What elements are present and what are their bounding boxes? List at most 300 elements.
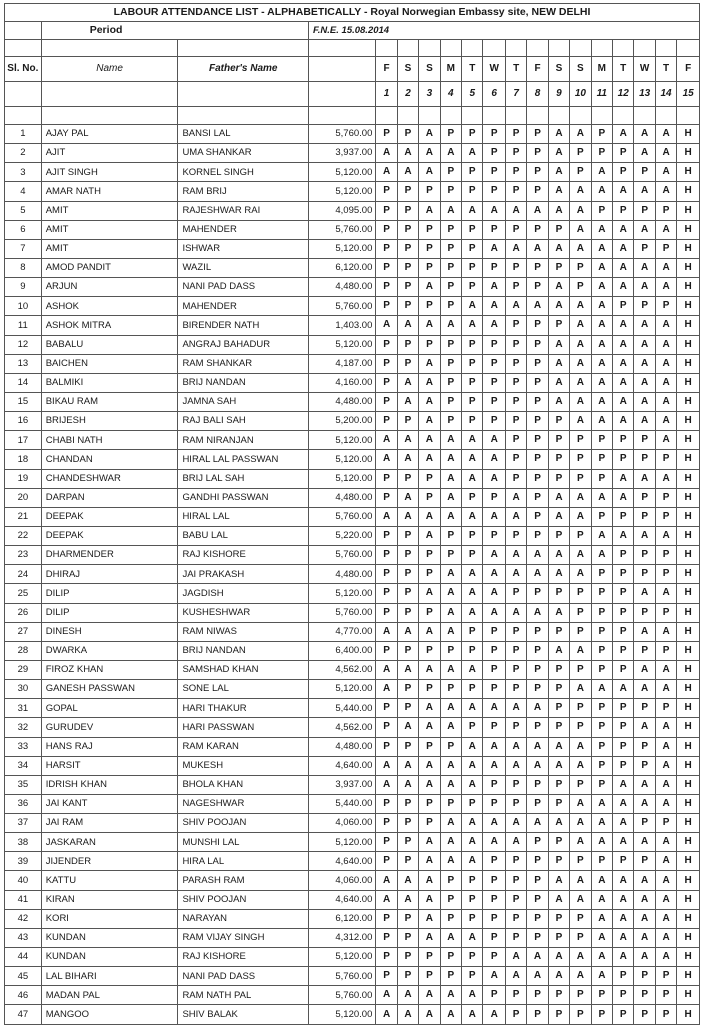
attendance-mark: A	[548, 871, 569, 890]
amount-cell: 4,095.00	[309, 201, 376, 220]
attendance-mark: P	[634, 450, 655, 469]
attendance-mark: P	[548, 909, 569, 928]
table-row	[5, 450, 700, 469]
attendance-mark: A	[483, 756, 505, 775]
attendance-mark: A	[548, 392, 569, 411]
table-row	[5, 469, 700, 488]
table-row	[5, 526, 700, 545]
table-row	[5, 392, 700, 411]
father-name-cell: HIRA LAL	[178, 852, 309, 871]
father-name-cell: RAJ KISHORE	[178, 948, 309, 967]
attendance-mark: A	[655, 890, 676, 909]
attendance-mark: A	[613, 488, 634, 507]
attendance-mark: A	[548, 297, 569, 316]
father-name-cell: RAM NIWAS	[178, 622, 309, 641]
name-cell: KUNDAN	[41, 948, 178, 967]
attendance-mark: A	[548, 603, 569, 622]
attendance-mark: P	[591, 986, 612, 1005]
attendance-mark: P	[376, 546, 397, 565]
attendance-mark: P	[613, 718, 634, 737]
attendance-mark: A	[397, 871, 418, 890]
attendance-mark: P	[397, 794, 418, 813]
attendance-mark: H	[677, 507, 700, 526]
attendance-mark: P	[634, 737, 655, 756]
attendance-mark: P	[527, 488, 548, 507]
attendance-mark: H	[677, 986, 700, 1005]
spacer-cell	[634, 40, 655, 57]
attendance-mark: P	[527, 622, 548, 641]
attendance-mark: P	[527, 392, 548, 411]
attendance-mark: P	[440, 948, 461, 967]
father-name-cell: ANGRAJ BAHADUR	[178, 335, 309, 354]
period-blank	[5, 22, 42, 40]
attendance-mark: A	[397, 756, 418, 775]
attendance-mark: P	[376, 182, 397, 201]
day-number-header: 14	[655, 82, 676, 107]
amount-cell: 3,937.00	[309, 144, 376, 163]
attendance-mark: A	[419, 775, 440, 794]
name-cell: AMAR NATH	[41, 182, 178, 201]
blank-cell	[548, 107, 569, 125]
attendance-mark: P	[613, 584, 634, 603]
attendance-mark: A	[655, 775, 676, 794]
amount-cell: 5,760.00	[309, 967, 376, 986]
sl-no-cell: 37	[5, 814, 42, 833]
sl-no-cell: 20	[5, 488, 42, 507]
amount-cell: 5,120.00	[309, 335, 376, 354]
attendance-mark: P	[419, 794, 440, 813]
attendance-mark: P	[591, 852, 612, 871]
attendance-mark: A	[462, 775, 483, 794]
sl-no-cell: 14	[5, 373, 42, 392]
attendance-mark: P	[462, 909, 483, 928]
attendance-mark: P	[440, 258, 461, 277]
attendance-mark: A	[591, 546, 612, 565]
attendance-mark: P	[376, 373, 397, 392]
attendance-mark: P	[613, 565, 634, 584]
blank-cell	[655, 107, 676, 125]
attendance-mark: P	[483, 412, 505, 431]
table-row	[5, 431, 700, 450]
attendance-mark: P	[655, 201, 676, 220]
attendance-mark: A	[570, 182, 591, 201]
attendance-table	[4, 3, 700, 1025]
attendance-mark: A	[655, 258, 676, 277]
attendance-mark: A	[570, 316, 591, 335]
attendance-mark: A	[419, 412, 440, 431]
attendance-mark: P	[397, 125, 418, 144]
attendance-mark: P	[591, 144, 612, 163]
day-number-header: 2	[397, 82, 418, 107]
attendance-mark: H	[677, 392, 700, 411]
attendance-mark: P	[419, 258, 440, 277]
attendance-mark: P	[505, 928, 526, 947]
attendance-mark: A	[570, 201, 591, 220]
attendance-mark: A	[397, 890, 418, 909]
sl-no-cell: 28	[5, 641, 42, 660]
name-cell: DILIP	[41, 584, 178, 603]
attendance-mark: P	[634, 507, 655, 526]
father-name-cell: BABU LAL	[178, 526, 309, 545]
attendance-mark: A	[634, 354, 655, 373]
attendance-mark: H	[677, 431, 700, 450]
attendance-mark: A	[548, 565, 569, 584]
attendance-mark: A	[655, 354, 676, 373]
attendance-mark: A	[483, 1005, 505, 1024]
attendance-mark: P	[505, 450, 526, 469]
attendance-mark: H	[677, 182, 700, 201]
attendance-mark: P	[376, 909, 397, 928]
attendance-mark: P	[505, 852, 526, 871]
attendance-mark: P	[397, 928, 418, 947]
attendance-mark: P	[591, 660, 612, 679]
attendance-mark: P	[462, 182, 483, 201]
amount-cell: 4,060.00	[309, 814, 376, 833]
attendance-mark: P	[505, 354, 526, 373]
attendance-mark: A	[655, 335, 676, 354]
name-cell: GANESH PASSWAN	[41, 680, 178, 699]
amount-cell: 5,120.00	[309, 163, 376, 182]
amount-cell: 5,760.00	[309, 546, 376, 565]
attendance-mark: P	[591, 584, 612, 603]
attendance-mark: P	[613, 201, 634, 220]
attendance-mark: P	[570, 718, 591, 737]
attendance-mark: A	[419, 909, 440, 928]
day-letter-header: F	[527, 57, 548, 82]
attendance-mark: P	[570, 699, 591, 718]
attendance-mark: P	[462, 948, 483, 967]
father-name-cell: HARI PASSWAN	[178, 718, 309, 737]
attendance-mark: H	[677, 928, 700, 947]
attendance-mark: A	[419, 373, 440, 392]
attendance-mark: P	[613, 641, 634, 660]
attendance-mark: A	[419, 163, 440, 182]
table-row	[5, 948, 700, 967]
blank-cell	[591, 107, 612, 125]
day-number-header: 3	[419, 82, 440, 107]
attendance-mark: A	[527, 756, 548, 775]
name-cell: DHARMENDER	[41, 546, 178, 565]
attendance-mark: A	[483, 967, 505, 986]
attendance-mark: A	[419, 756, 440, 775]
attendance-mark: H	[677, 794, 700, 813]
table-row	[5, 1005, 700, 1024]
attendance-mark: A	[655, 163, 676, 182]
spacer-cell	[462, 40, 483, 57]
attendance-mark: P	[591, 565, 612, 584]
attendance-mark: H	[677, 967, 700, 986]
attendance-mark: P	[527, 890, 548, 909]
attendance-mark: A	[548, 948, 569, 967]
attendance-mark: A	[440, 450, 461, 469]
attendance-mark: A	[397, 775, 418, 794]
attendance-mark: A	[655, 718, 676, 737]
attendance-mark: P	[397, 852, 418, 871]
attendance-mark: P	[462, 220, 483, 239]
attendance-mark: P	[570, 660, 591, 679]
spacer-cell	[376, 40, 397, 57]
attendance-mark: P	[613, 622, 634, 641]
attendance-mark: A	[419, 1005, 440, 1024]
attendance-mark: A	[570, 737, 591, 756]
attendance-mark: P	[462, 412, 483, 431]
attendance-mark: A	[527, 948, 548, 967]
attendance-mark: H	[677, 354, 700, 373]
attendance-mark: P	[397, 641, 418, 660]
attendance-mark: P	[462, 278, 483, 297]
attendance-mark: P	[419, 565, 440, 584]
father-name-cell: RAM NATH PAL	[178, 986, 309, 1005]
father-name-cell: GANDHI PASSWAN	[178, 488, 309, 507]
attendance-mark: A	[440, 756, 461, 775]
attendance-mark: P	[527, 833, 548, 852]
name-cell: DILIP	[41, 603, 178, 622]
attendance-mark: P	[376, 469, 397, 488]
attendance-mark: P	[527, 718, 548, 737]
name-cell: DINESH	[41, 622, 178, 641]
attendance-mark: A	[548, 756, 569, 775]
attendance-mark: A	[440, 431, 461, 450]
attendance-mark: P	[376, 603, 397, 622]
attendance-mark: P	[591, 775, 612, 794]
name-cell: JASKARAN	[41, 833, 178, 852]
attendance-mark: P	[527, 373, 548, 392]
attendance-mark: P	[570, 258, 591, 277]
attendance-mark: P	[462, 163, 483, 182]
attendance-mark: A	[483, 603, 505, 622]
father-name-cell: HIRAL LAL PASSWAN	[178, 450, 309, 469]
sl-no-cell: 17	[5, 431, 42, 450]
amount-cell: 4,187.00	[309, 354, 376, 373]
attendance-mark: A	[655, 680, 676, 699]
attendance-mark: P	[634, 603, 655, 622]
table-row	[5, 258, 700, 277]
attendance-mark: P	[440, 680, 461, 699]
attendance-mark: A	[570, 392, 591, 411]
attendance-mark: A	[419, 660, 440, 679]
spacer-cell	[178, 40, 309, 57]
attendance-mark: H	[677, 660, 700, 679]
attendance-mark: H	[677, 220, 700, 239]
attendance-mark: P	[548, 220, 569, 239]
father-name-cell: RAJESHWAR RAI	[178, 201, 309, 220]
attendance-mark: P	[527, 928, 548, 947]
attendance-mark: P	[570, 775, 591, 794]
attendance-mark: P	[570, 622, 591, 641]
attendance-mark: A	[634, 144, 655, 163]
table-row	[5, 144, 700, 163]
table-row	[5, 278, 700, 297]
table-row	[5, 488, 700, 507]
father-name-cell: JAI PRAKASH	[178, 565, 309, 584]
attendance-mark: H	[677, 775, 700, 794]
attendance-mark: A	[613, 526, 634, 545]
attendance-mark: A	[591, 297, 612, 316]
name-cell: BIKAU RAM	[41, 392, 178, 411]
attendance-mark: A	[548, 488, 569, 507]
attendance-mark: P	[505, 335, 526, 354]
attendance-mark: A	[505, 833, 526, 852]
spacer-cell	[677, 40, 700, 57]
attendance-mark: A	[462, 852, 483, 871]
father-name-cell: SHIV BALAK	[178, 1005, 309, 1024]
table-row	[5, 125, 700, 144]
attendance-mark: A	[634, 718, 655, 737]
attendance-mark: H	[677, 565, 700, 584]
attendance-mark: P	[397, 220, 418, 239]
attendance-mark: P	[397, 584, 418, 603]
attendance-mark: P	[655, 641, 676, 660]
father-name-cell: NARAYAN	[178, 909, 309, 928]
table-row	[5, 967, 700, 986]
attendance-mark: P	[505, 392, 526, 411]
attendance-mark: H	[677, 239, 700, 258]
attendance-mark: P	[548, 718, 569, 737]
attendance-mark: A	[376, 316, 397, 335]
attendance-mark: A	[634, 775, 655, 794]
attendance-mark: P	[527, 680, 548, 699]
table-row	[5, 201, 700, 220]
attendance-mark: A	[462, 928, 483, 947]
sl-no-cell: 10	[5, 297, 42, 316]
sl-no-cell: 11	[5, 316, 42, 335]
attendance-mark: P	[613, 603, 634, 622]
father-name-cell: HARI THAKUR	[178, 699, 309, 718]
attendance-mark: A	[419, 507, 440, 526]
attendance-mark: P	[548, 258, 569, 277]
attendance-mark: A	[655, 278, 676, 297]
sl-no-cell: 32	[5, 718, 42, 737]
attendance-mark: P	[655, 546, 676, 565]
attendance-mark: P	[397, 814, 418, 833]
attendance-mark: A	[419, 201, 440, 220]
attendance-mark: A	[397, 507, 418, 526]
attendance-mark: A	[505, 967, 526, 986]
amount-cell: 5,440.00	[309, 699, 376, 718]
attendance-mark: A	[397, 450, 418, 469]
attendance-mark: A	[527, 565, 548, 584]
table-row	[5, 986, 700, 1005]
attendance-mark: A	[397, 144, 418, 163]
day-number-header: 13	[634, 82, 655, 107]
attendance-mark: P	[505, 125, 526, 144]
attendance-mark: P	[527, 871, 548, 890]
amount-cell: 6,400.00	[309, 641, 376, 660]
attendance-mark: P	[591, 622, 612, 641]
attendance-mark: A	[655, 622, 676, 641]
attendance-mark: A	[634, 871, 655, 890]
attendance-mark: A	[655, 660, 676, 679]
attendance-mark: P	[527, 335, 548, 354]
attendance-mark: P	[527, 641, 548, 660]
attendance-mark: A	[440, 565, 461, 584]
attendance-mark: A	[570, 814, 591, 833]
attendance-mark: P	[570, 584, 591, 603]
attendance-mark: A	[419, 584, 440, 603]
attendance-mark: P	[419, 967, 440, 986]
attendance-mark: A	[419, 125, 440, 144]
attendance-mark: P	[527, 354, 548, 373]
name-cell: CHANDAN	[41, 450, 178, 469]
sl-no-cell: 12	[5, 335, 42, 354]
attendance-mark: H	[677, 603, 700, 622]
sl-no-cell: 40	[5, 871, 42, 890]
attendance-mark: P	[655, 239, 676, 258]
attendance-mark: P	[613, 450, 634, 469]
father-name-cell: MAHENDER	[178, 297, 309, 316]
attendance-mark: A	[483, 431, 505, 450]
spacer-cell	[548, 40, 569, 57]
sl-no-cell: 35	[5, 775, 42, 794]
attendance-mark: A	[397, 1005, 418, 1024]
name-cell: AJIT	[41, 144, 178, 163]
attendance-mark: P	[419, 680, 440, 699]
attendance-mark: P	[655, 450, 676, 469]
attendance-mark: P	[419, 335, 440, 354]
day-number-header: 15	[677, 82, 700, 107]
attendance-mark: P	[570, 431, 591, 450]
attendance-mark: A	[527, 603, 548, 622]
table-row	[5, 546, 700, 565]
name-cell: HANS RAJ	[41, 737, 178, 756]
attendance-mark: P	[419, 603, 440, 622]
amount-cell: 4,480.00	[309, 488, 376, 507]
attendance-mark: H	[677, 125, 700, 144]
name-cell: GOPAL	[41, 699, 178, 718]
attendance-mark: A	[570, 756, 591, 775]
attendance-mark: P	[376, 584, 397, 603]
attendance-mark: A	[634, 469, 655, 488]
attendance-mark: P	[570, 1005, 591, 1024]
day-number-header: 11	[591, 82, 612, 107]
father-name-cell: BRIJ NANDAN	[178, 373, 309, 392]
attendance-mark: A	[613, 890, 634, 909]
father-name-cell: RAM BRIJ	[178, 182, 309, 201]
attendance-mark: A	[613, 794, 634, 813]
name-cell: BAICHEN	[41, 354, 178, 373]
attendance-mark: P	[505, 373, 526, 392]
father-name-cell: MUKESH	[178, 756, 309, 775]
attendance-mark: A	[570, 412, 591, 431]
attendance-mark: A	[462, 737, 483, 756]
attendance-mark: A	[376, 1005, 397, 1024]
attendance-mark: P	[655, 507, 676, 526]
attendance-mark: P	[483, 163, 505, 182]
attendance-mark: A	[419, 526, 440, 545]
attendance-mark: A	[655, 373, 676, 392]
name-cell: KORI	[41, 909, 178, 928]
attendance-mark: H	[677, 488, 700, 507]
attendance-mark: A	[613, 948, 634, 967]
attendance-mark: P	[376, 125, 397, 144]
sl-no-cell: 39	[5, 852, 42, 871]
attendance-mark: P	[548, 1005, 569, 1024]
attendance-mark: A	[655, 431, 676, 450]
sl-no-cell: 22	[5, 526, 42, 545]
attendance-mark: P	[376, 718, 397, 737]
attendance-mark: P	[548, 526, 569, 545]
attendance-mark: A	[570, 220, 591, 239]
blank-cell	[677, 107, 700, 125]
attendance-mark: P	[527, 258, 548, 277]
attendance-mark: A	[483, 469, 505, 488]
name-cell: AMIT	[41, 239, 178, 258]
table-row	[5, 756, 700, 775]
attendance-mark: P	[613, 507, 634, 526]
attendance-mark: P	[505, 258, 526, 277]
attendance-mark: P	[505, 680, 526, 699]
attendance-mark: A	[505, 297, 526, 316]
